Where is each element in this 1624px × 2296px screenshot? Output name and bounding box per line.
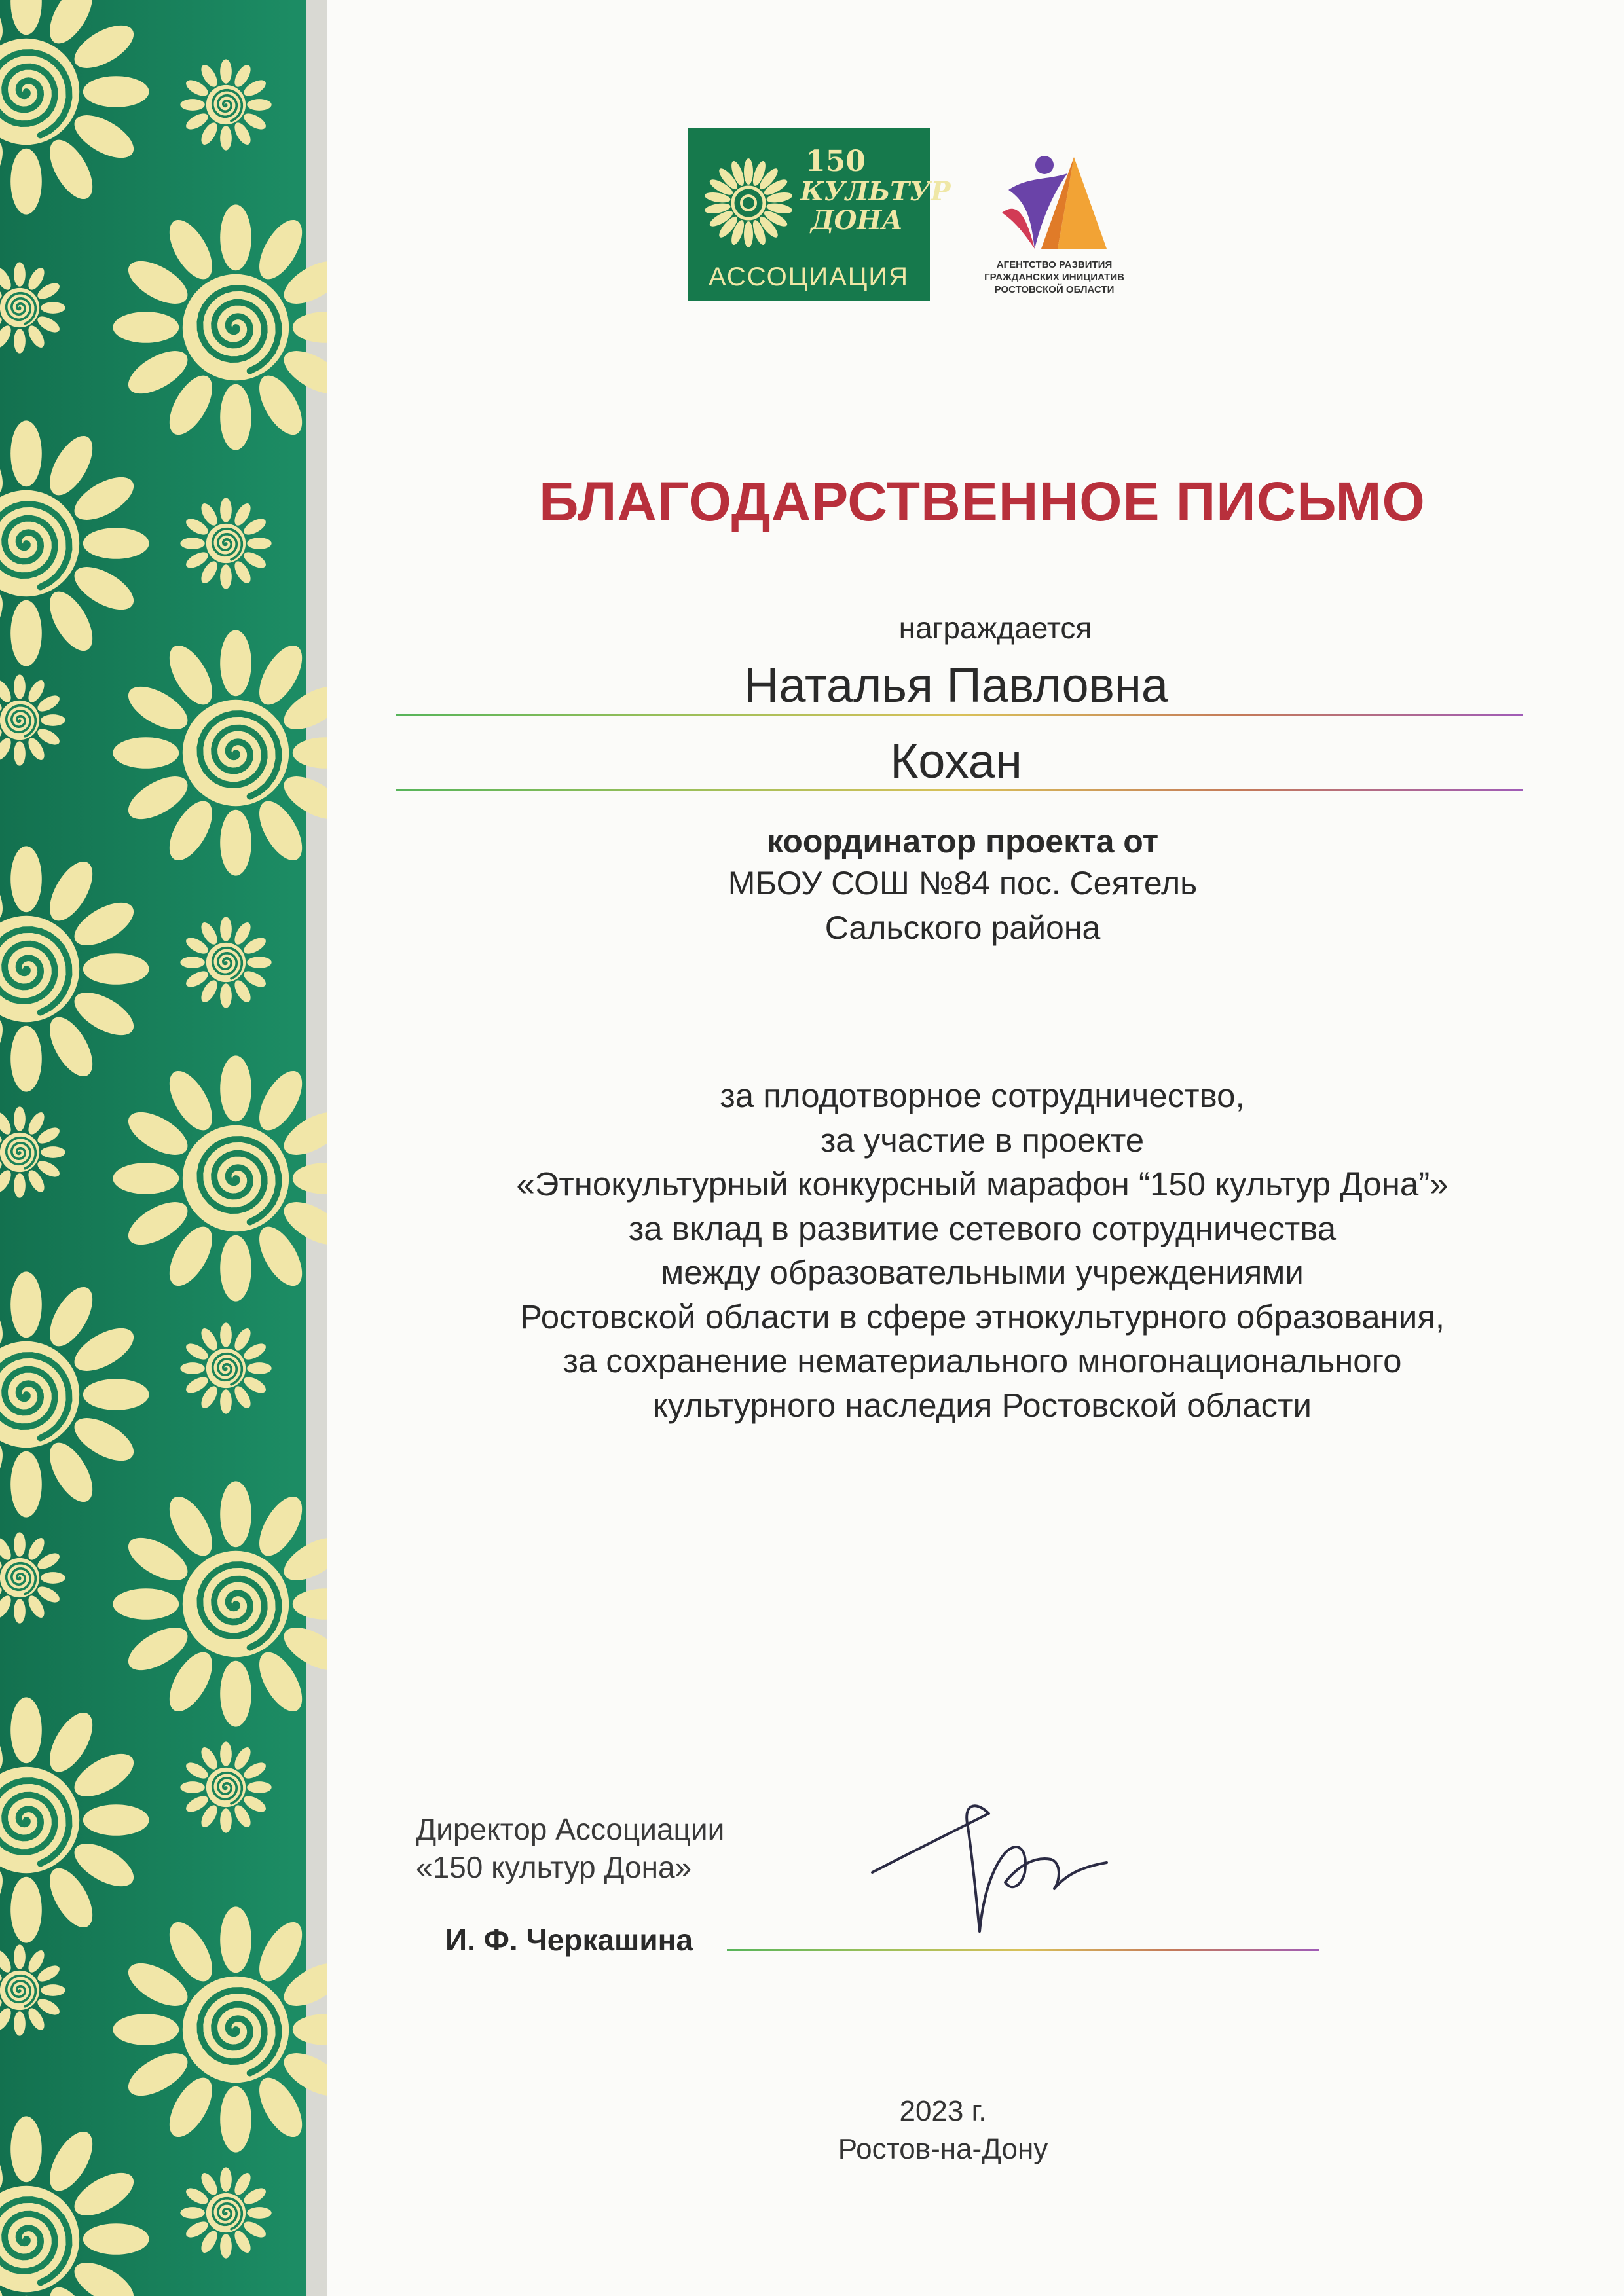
agency-caption-line: РОСТОВСКОЙ ОБЛАСТИ xyxy=(994,284,1115,295)
reason-line: за плодотворное сотрудничество, xyxy=(720,1077,1245,1114)
recipient-first-name: Наталья Павловна xyxy=(743,658,1168,712)
document-city: Ростов-на-Дону xyxy=(838,2133,1048,2165)
reason-line: культурного наследия Ростовской области xyxy=(653,1386,1312,1424)
signature-line xyxy=(727,1949,1320,1951)
logo-caption: АССОЦИАЦИЯ xyxy=(708,263,910,291)
signatory-role-line: Директор Ассоциации xyxy=(416,1812,725,1846)
agency-logo xyxy=(956,151,1153,308)
reasons-paragraph xyxy=(341,1074,1624,1427)
signatory-role xyxy=(416,1810,724,1886)
reason-line: за участие в проекте xyxy=(820,1121,1145,1159)
reason-line: Ростовской области в сфере этнокультурного образования, xyxy=(519,1298,1445,1336)
logo-word-don: ДОНА xyxy=(811,205,903,236)
recipient-last-name: Кохан xyxy=(890,734,1022,788)
recipient-position: координатор проекта от xyxy=(766,823,1159,860)
logo-number: 150 xyxy=(805,145,866,178)
signatory-role-line: «150 культур Дона» xyxy=(416,1850,692,1884)
agency-emblem-icon xyxy=(995,151,1113,255)
agency-caption xyxy=(956,259,1153,296)
signatory-name: И. Ф. Черкашина xyxy=(445,1923,693,1957)
reason-line: между образовательными учреждениями xyxy=(661,1254,1304,1291)
awarded-label: награждается xyxy=(898,611,1092,645)
reason-line: «Этнокультурный конкурсный марафон “150 культур Дона”» xyxy=(516,1165,1449,1203)
reason-line: за вклад в развитие сетевого сотрудничества xyxy=(628,1209,1337,1247)
document-year: 2023 г. xyxy=(899,2095,987,2127)
decorative-sun-band xyxy=(0,0,327,2296)
agency-caption-line: АГЕНТСТВО РАЗВИТИЯ xyxy=(996,259,1113,270)
logo-word-cultures: КУЛЬТУР xyxy=(800,176,951,207)
document-title: БЛАГОДАРСТВЕННОЕ ПИСЬМО xyxy=(539,471,1426,532)
reason-line: за сохранение нематериального многонационального xyxy=(563,1342,1402,1379)
organization-line: МБОУ СОШ №84 пос. Сеятель xyxy=(728,865,1198,902)
handwritten-signature xyxy=(864,1774,1139,1944)
agency-caption-line: ГРАЖДАНСКИХ ИНИЦИАТИВ xyxy=(984,272,1124,283)
surname-underline xyxy=(396,789,1522,791)
association-logo xyxy=(688,128,951,301)
organization-district: Сальского района xyxy=(824,909,1101,946)
sunflower-icon xyxy=(699,154,798,252)
name-underline xyxy=(396,714,1522,716)
